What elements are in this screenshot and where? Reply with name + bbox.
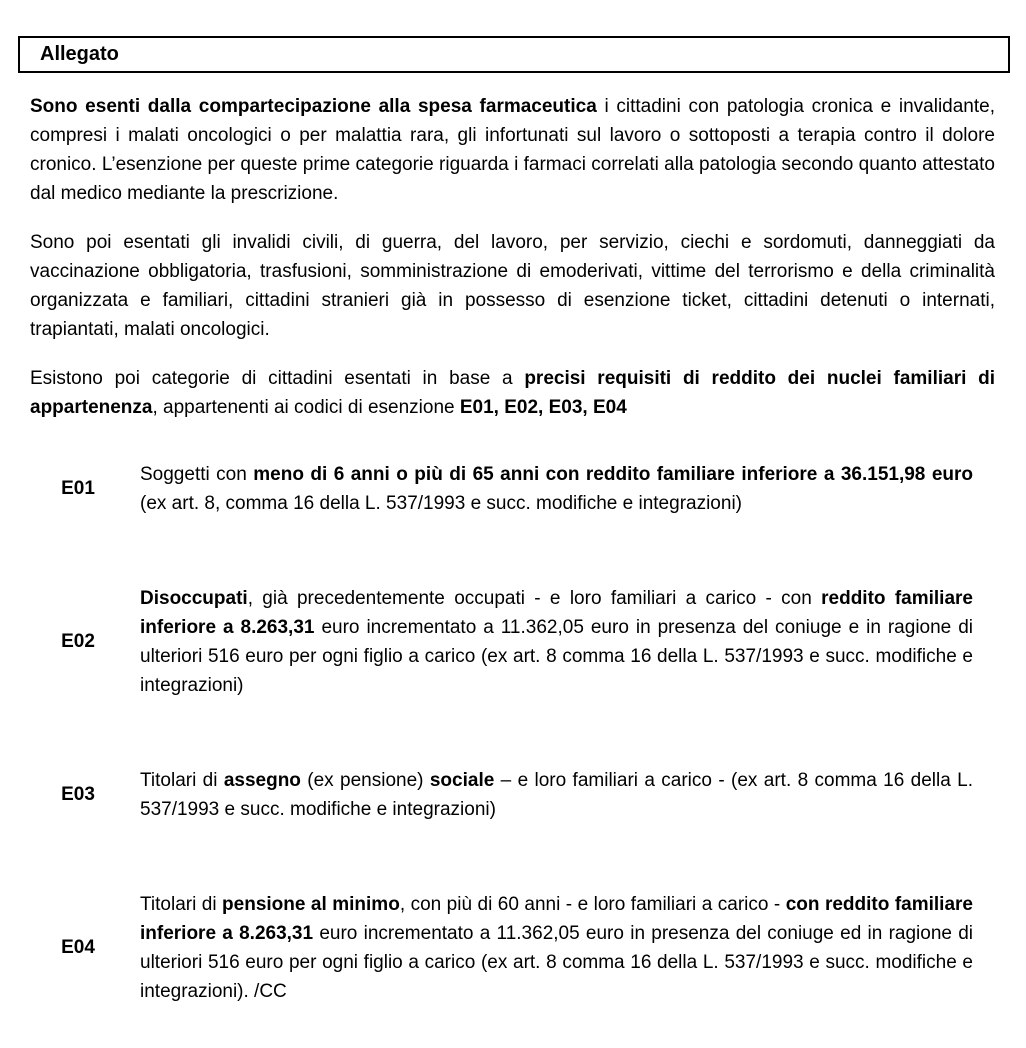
paragraph-exempt-categories: Sono poi esentati gli invalidi civili, di guerra, del lavoro, per servizio, ciechi e sordomuti, danneggiati da vaccinazione obbligatoria, trasfusioni, somministrazione di emoderivati, vittime del terrorismo e della criminalità organizzata e familiari, cittadini stranieri già in possesso di esenzione ticket, cittadini detenuti o internati, trapiantati, malati oncologici.	[30, 232, 995, 340]
exemption-description: Disoccupati, già precedentemente occupati - e loro familiari a carico - con reddito familiare inferiore a 8.263,31 euro incrementato a 11.362,05 euro in presenza del coniuge e in ragione di ulteriori 516 euro per ogni figlio a carico (ex art. 8 comma 16 della L. 537/1993 e succ. modifiche e integrazioni)	[140, 588, 973, 696]
allegato-header-box	[18, 36, 1010, 73]
exemption-code: E01	[61, 478, 95, 499]
exemption-description: Titolari di pensione al minimo, con più di 60 anni - e loro familiari a carico - con reddito familiare inferiore a 8.263,31 euro incrementato a 11.362,05 euro in presenza del coniuge ed in ragione di ulteriori 516 euro per ogni figlio a carico (ex art. 8 comma 16 della L. 537/1993 e succ. modifiche e integrazioni). /CC	[140, 894, 973, 1002]
document-content	[30, 92, 995, 1006]
exemption-row-e04	[30, 890, 995, 1006]
exemption-row-e01	[30, 460, 995, 518]
paragraph-income-requirements: Esistono poi categorie di cittadini esentati in base a precisi requisiti di reddito dei nuclei familiari di appartenenza, appartenenti ai codici di esenzione E01, E02, E03, E04	[30, 368, 995, 418]
exemption-row-e03	[30, 766, 995, 824]
exemption-description: Soggetti con meno di 6 anni o più di 65 anni con reddito familiare inferiore a 36.151,98 euro (ex art. 8, comma 16 della L. 537/1993 e succ. modifiche e integrazioni)	[140, 464, 973, 514]
exemption-code: E03	[61, 784, 95, 805]
exemption-row-e02	[30, 584, 995, 700]
exemption-table	[30, 460, 995, 1006]
page-title: Allegato	[40, 43, 119, 65]
exemption-description: Titolari di assegno (ex pensione) sociale – e loro familiari a carico - (ex art. 8 comma 16 della L. 537/1993 e succ. modifiche e integrazioni)	[140, 770, 974, 820]
exemption-code: E04	[61, 937, 95, 958]
exemption-code: E02	[61, 631, 95, 652]
paragraph-exemption-intro: Sono esenti dalla compartecipazione alla spesa farmaceutica i cittadini con patologia cronica e invalidante, compresi i malati oncologici o per malattia rara, gli infortunati sul lavoro o sottoposti a terapia contro il dolore cronico. L’esenzione per queste prime categorie riguarda i farmaci correlati alla patologia secondo quanto attestato dal medico mediante la prescrizione.	[30, 96, 995, 204]
